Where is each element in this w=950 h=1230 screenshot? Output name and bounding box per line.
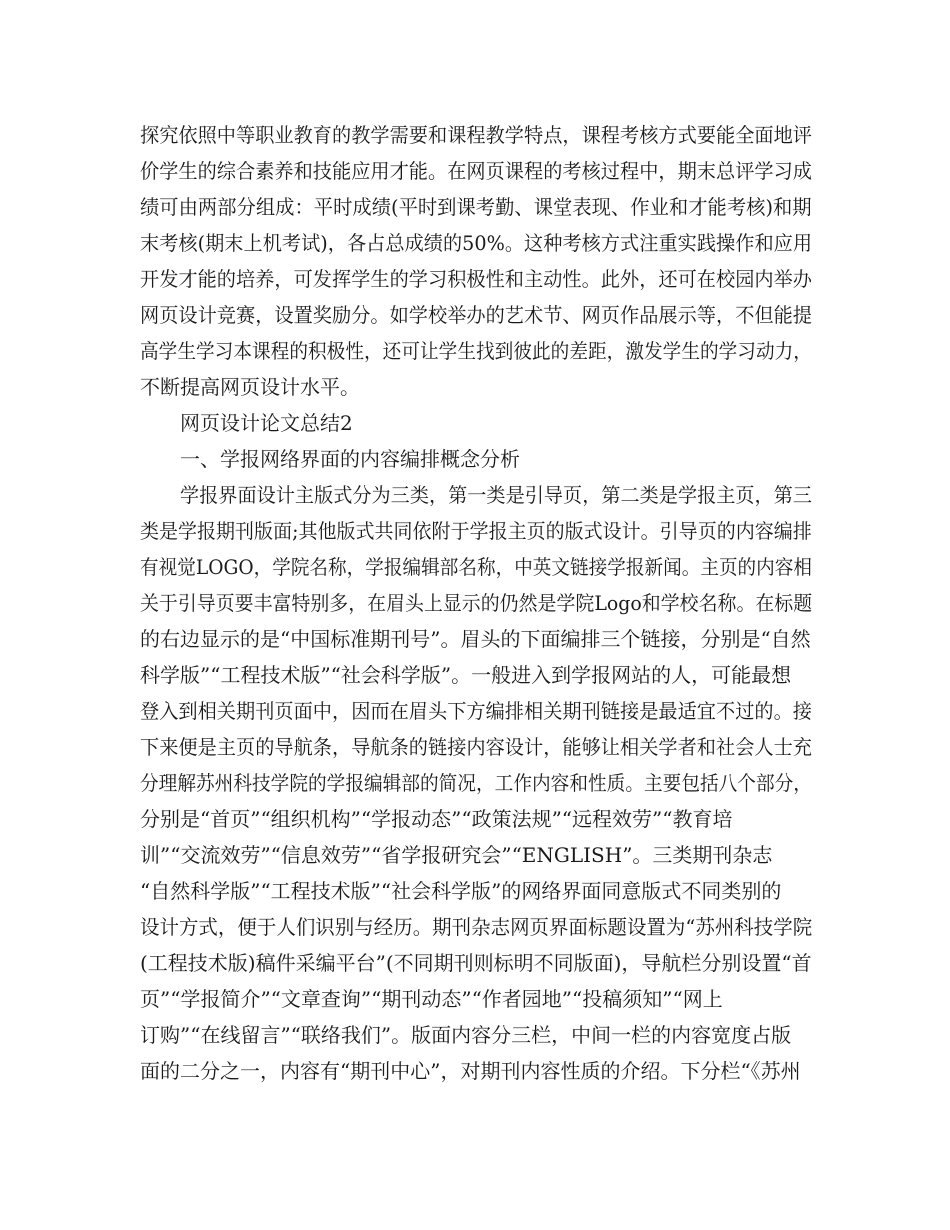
paragraph-line: 设计方式，便于人们识别与经历。期刊杂志网页界面标题设置为“苏州科技学院 — [140, 915, 813, 939]
paragraph-line: 分理解苏州科技学院的学报编辑部的简况，工作内容和性质。主要包括八个部分， — [140, 771, 812, 795]
paragraph-line: 的右边显示的是“中国标准期刊号”。眉头的下面编排三个链接，分别是“自然 — [140, 627, 811, 651]
paragraph-line: 开发才能的培养，可发挥学生的学习积极性和主动性。此外，还可在校园内举办 — [140, 267, 812, 291]
paragraph-line: 网页设计竞赛，设置奖励分。如学校举办的艺术节、网页作品展示等，不但能提 — [140, 303, 812, 327]
paragraph-line: 关于引导页要丰富特别多，在眉头上显示的仍然是学院Logo和学校名称。在标题 — [140, 591, 813, 615]
paragraph-line: 登入到相关期刊页面中，因而在眉头下方编排相关期刊链接是最适宜不过的。接 — [140, 699, 812, 723]
paragraph-line: 科学版”“工程技术版”“社会科学版”。一般进入到学报网站的人，可能最想 — [140, 663, 792, 687]
subsection-heading: 一、学报网络界面的内容编排概念分析 — [180, 447, 520, 471]
paragraph-line: 学报界面设计主版式分为三类，第一类是引导页，第二类是学报主页，第三 — [180, 483, 813, 507]
paragraph-line: 页”“学报简介”“文章查询”“期刊动态”“作者园地”“投稿须知”“网上 — [140, 987, 723, 1011]
paragraph-line: (工程技术版)稿件采编平台”(不同期刊则标明不同版面)，导航栏分别设置“首 — [140, 951, 812, 975]
paragraph-line: 高学生学习本课程的积极性，还可让学生找到彼此的差距，激发学生的学习动力， — [140, 339, 812, 363]
paragraph-line: 面的二分之一，内容有“期刊中心”，对期刊内容性质的介绍。下分栏“《苏州 — [140, 1059, 801, 1083]
paragraph-line: “自然科学版”“工程技术版”“社会科学版”的网络界面同意版式不同类别的 — [140, 879, 782, 903]
paragraph-line: 订购”“在线留言”“联络我们”。版面内容分三栏，中间一栏的内容宽度占版 — [140, 1023, 792, 1047]
paragraph-line: 分别是“首页”“组织机构”“学报动态”“政策法规”“远程效劳”“教育培 — [140, 807, 733, 831]
paragraph-line: 末考核(期末上机考试)，各占总成绩的50%。这种考核方式注重实践操作和应用 — [140, 231, 813, 255]
paragraph-line: 绩可由两部分组成：平时成绩(平时到课考勤、课堂表现、作业和才能考核)和期 — [140, 195, 812, 219]
paragraph-line: 不断提高网页设计水平。 — [140, 375, 360, 399]
section-heading: 网页设计论文总结2 — [180, 411, 353, 435]
paragraph-line: 探究依照中等职业教育的教学需要和课程教学特点，课程考核方式要能全面地评 — [140, 123, 812, 147]
paragraph-line: 训”“交流效劳”“信息效劳”“省学报研究会”“ENGLISH”。三类期刊杂志 — [140, 843, 773, 867]
paragraph-line: 有视觉LOGO，学院名称，学报编辑部名称，中英文链接学报新闻。主页的内容相 — [140, 555, 813, 579]
paragraph-line: 价学生的综合素养和技能应用才能。在网页课程的考核过程中，期末总评学习成 — [140, 159, 812, 183]
paragraph-line: 下来便是主页的导航条，导航条的链接内容设计，能够让相关学者和社会人士充 — [140, 735, 812, 759]
paragraph-line: 类是学报期刊版面;其他版式共同依附于学报主页的版式设计。引导页的内容编排 — [140, 519, 812, 543]
